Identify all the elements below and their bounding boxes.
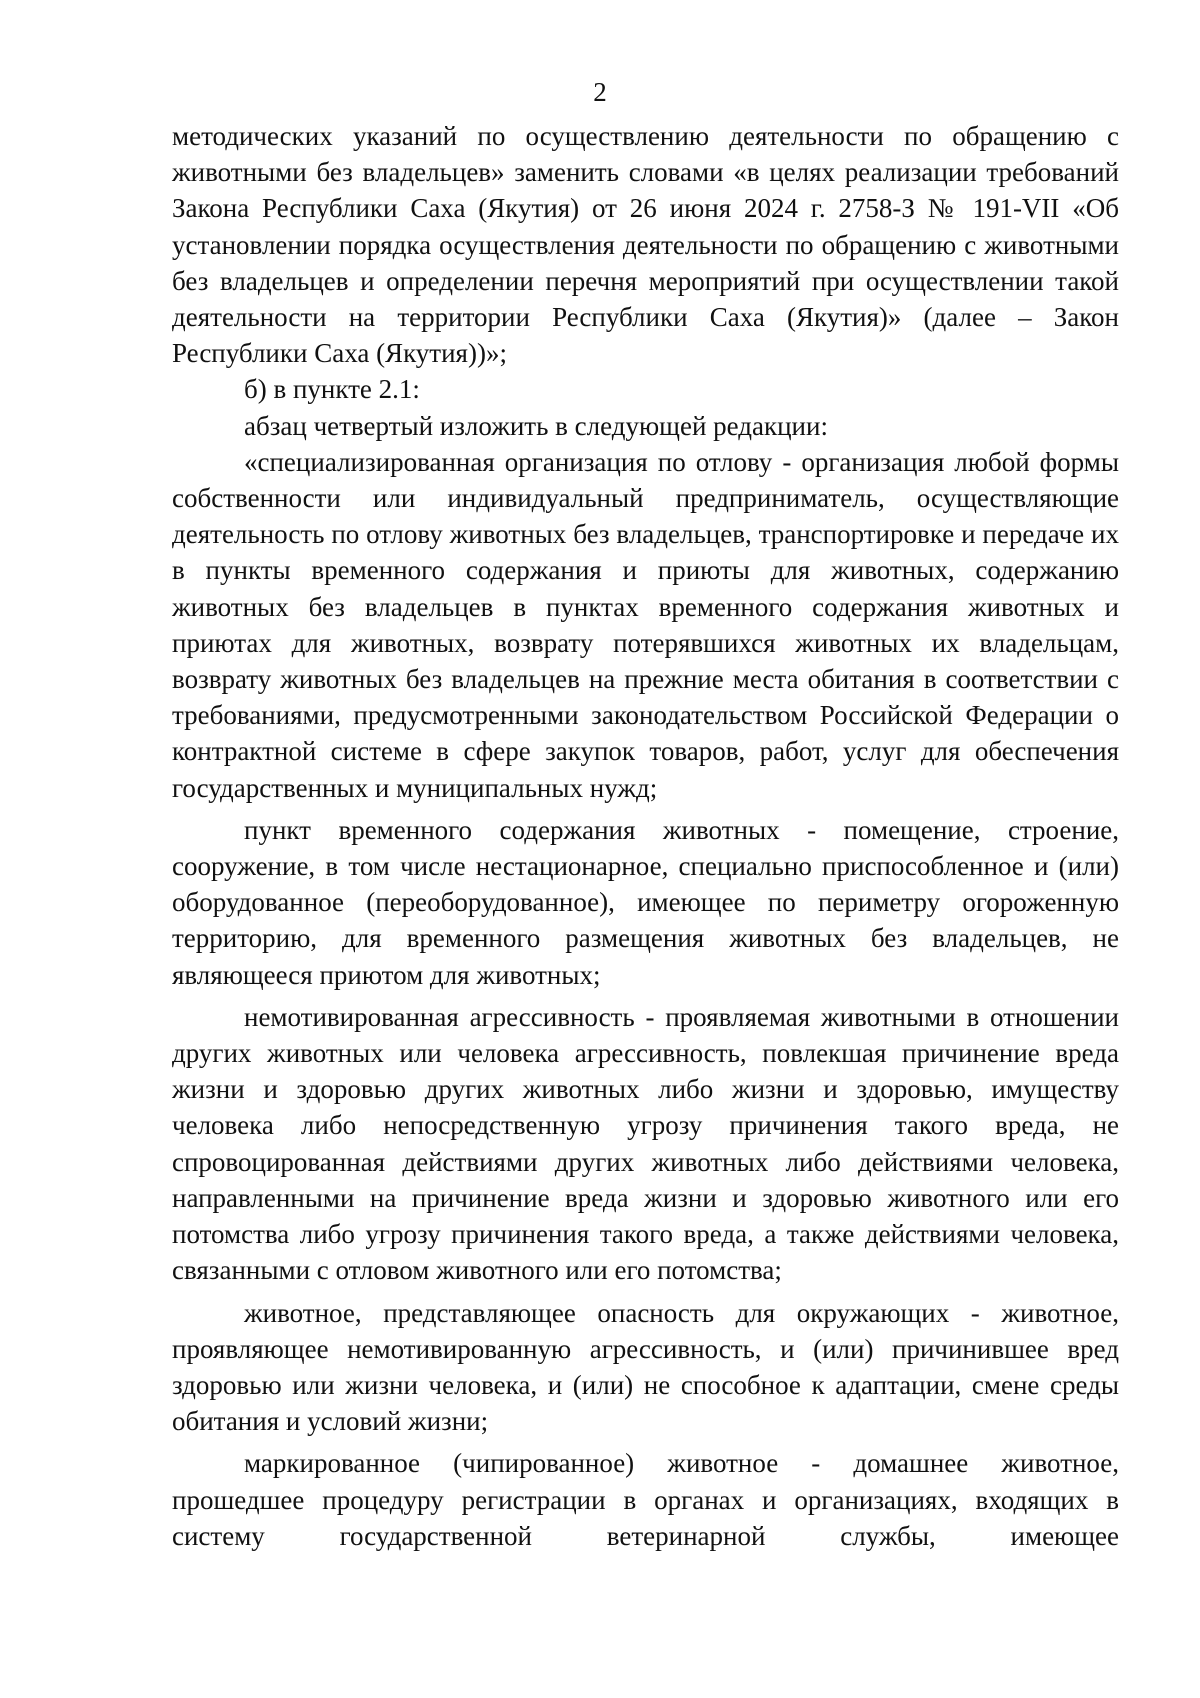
paragraph-definition-unmotivated-aggression: немотивированная агрессивность - проявляемая животными в отношении других животных или человека агрессивность, повлекшая причинение вреда жизни и здоровью других животных либо жизни и здоровью, имуществу человека либо непосредственную угрозу причинения такого вреда, не спровоцированная действиями других животных либо действиями человека, направленными на причинение вреда жизни и здоровью животного или его потомства либо угрозу причинения такого вреда, а также действиями человека, связанными с отловом животного или его потомства; (172, 1001, 1119, 1286)
paragraph-continuation: методических указаний по осуществлению деятельности по обращению с животными без владельцев» заменить словами «в целях реализации требований Закона Республики Саха (Якутия) от 26 июня 2024 г. 2758-З № 191-VII «Об установлении порядка осуществления деятельности по обращению с животными без владельцев и определении перечня мероприятий при осуществлении такой деятельности на территории Республики Саха (Якутия)» (далее – Закон Республики Саха (Якутия))»; (172, 121, 1119, 369)
paragraph-definition-dangerous-animal: животное, представляющее опасность для окружающих - животное, проявляющее немотивированную агрессивность, и (или) причинившее вред здоровью или жизни человека, и (или) не способное к адаптации, смене среды обитания и условий жизни; (172, 1297, 1119, 1437)
paragraph-item-b: б) в пункте 2.1: (244, 374, 420, 405)
document-body (172, 118, 1119, 1554)
paragraph-definition-catching-organization: «специализированная организация по отлову - организация любой формы собственности или индивидуальный предприниматель, осуществляющие деятельность по отлову животных без владельцев, транспортировке и передаче их в пункты временного содержания и приюты для животных, содержанию животных без владельцев в пунктах временного содержания животных и приютах для животных, возврату потерявшихся животных их владельцам, возврату животных без владельцев на прежние места обитания в соответствии с требованиями, предусмотренными законодательством Российской Федерации о контрактной системе в сфере закупок товаров, работ, услуг для обеспечения государственных и муниципальных нужд; (172, 446, 1119, 803)
paragraph-definition-marked-animal: маркированное (чипированное) животное - домашнее животное, прошедшее процедуру регистрации в органах и организациях, входящих в систему государственной ветеринарной службы, имеющее (172, 1448, 1119, 1551)
paragraph-definition-temporary-shelter: пункт временного содержания животных - помещение, строение, сооружение, в том числе нестационарное, специально приспособленное и (или) оборудованное (переоборудованное), имеющее по периметру огороженную территорию, для временного размещения животных без владельцев, не являющееся приютом для животных; (172, 814, 1119, 990)
page-number: 2 (593, 77, 607, 107)
paragraph-instruction: абзац четвертый изложить в следующей редакции: (244, 410, 828, 441)
